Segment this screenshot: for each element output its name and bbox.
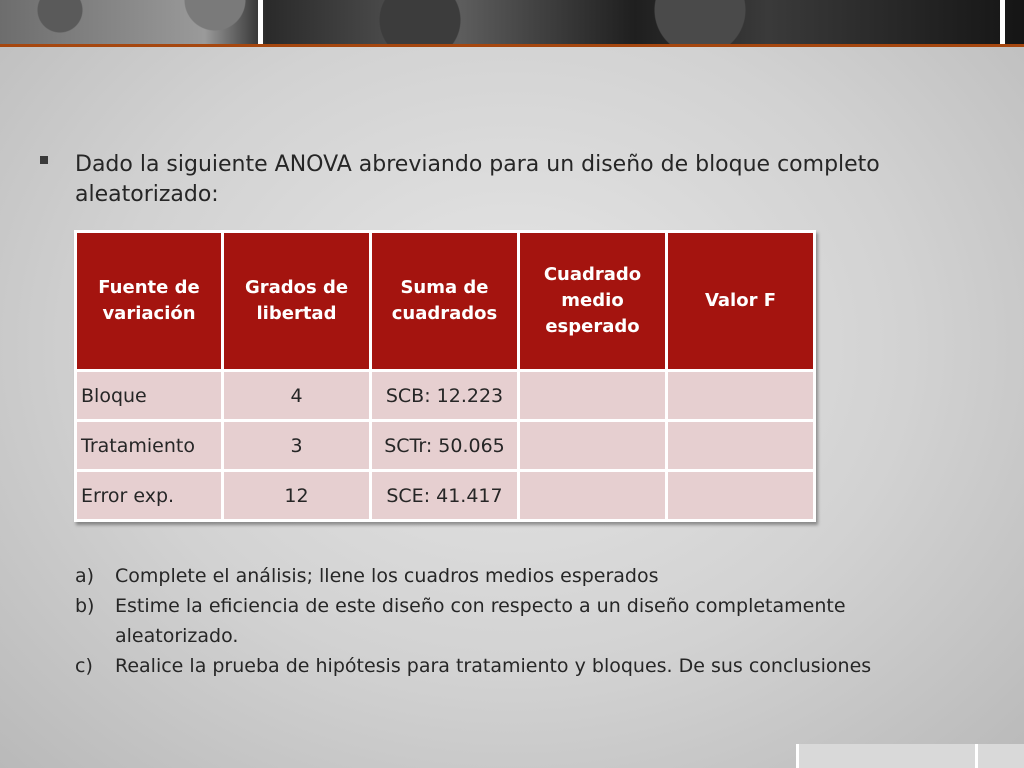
cell-df: 12 — [223, 471, 371, 521]
header-suma: Suma de cuadrados — [371, 232, 519, 371]
header-grados: Grados de libertad — [223, 232, 371, 371]
cell-f — [667, 471, 815, 521]
cell-source: Error exp. — [76, 471, 223, 521]
accent-line — [0, 44, 1024, 47]
cell-ms — [519, 471, 667, 521]
table-row — [76, 471, 815, 521]
cell-source: Tratamiento — [76, 421, 223, 471]
cell-ss: SCTr: 50.065 — [371, 421, 519, 471]
cell-source: Bloque — [76, 371, 223, 421]
list-item-text: Estime la eficiencia de este diseño con respecto a un diseño completamente aleatorizado. — [115, 595, 846, 647]
cell-df: 4 — [223, 371, 371, 421]
list-item-marker: a) — [75, 565, 95, 587]
list-item-marker: c) — [75, 655, 93, 677]
cell-ss: SCB: 12.223 — [371, 371, 519, 421]
intro-text: Dado la siguiente ANOVA abreviando para un diseño de bloque completo aleatorizado: — [75, 152, 880, 207]
list-item — [75, 591, 955, 651]
footer-decoration — [0, 742, 1024, 768]
anova-table — [74, 230, 816, 522]
list-item-text: Complete el análisis; llene los cuadros medios esperados — [115, 565, 659, 587]
table-row — [76, 371, 815, 421]
square-bullet-icon — [40, 156, 48, 164]
header-cuadrado: Cuadrado medio esperado — [519, 232, 667, 371]
list-item — [75, 651, 955, 681]
footer-tab — [975, 744, 1024, 768]
banner-divider — [1000, 0, 1005, 46]
table-header-row — [76, 232, 815, 371]
header-banner-image — [0, 0, 1024, 46]
cell-ss: SCE: 41.417 — [371, 471, 519, 521]
header-fuente: Fuente de variación — [76, 232, 223, 371]
questions-list — [75, 561, 955, 681]
cell-f — [667, 421, 815, 471]
list-item — [75, 561, 955, 591]
cell-f — [667, 371, 815, 421]
list-item-marker: b) — [75, 595, 95, 617]
table-row — [76, 421, 815, 471]
banner-divider — [258, 0, 263, 46]
cell-ms — [519, 371, 667, 421]
cell-df: 3 — [223, 421, 371, 471]
cell-ms — [519, 421, 667, 471]
footer-tab — [796, 744, 975, 768]
list-item-text: Realice la prueba de hipótesis para tratamiento y bloques. De sus conclusiones — [115, 655, 872, 677]
header-valor-f: Valor F — [667, 232, 815, 371]
